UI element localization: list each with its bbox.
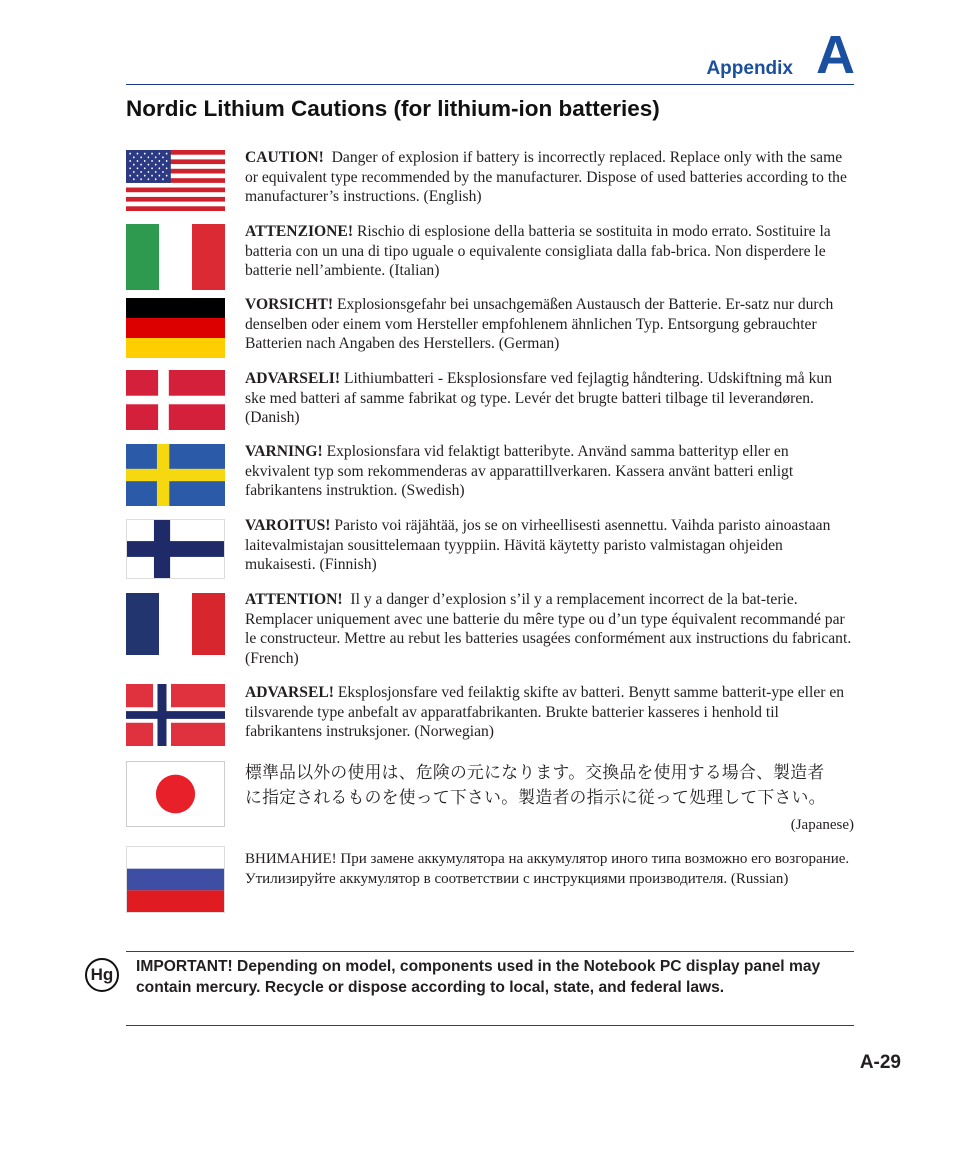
- caution-heading: ADVARSELI!: [245, 370, 341, 387]
- caution-heading: ADVARSEL!: [245, 684, 334, 701]
- caution-text: [245, 148, 854, 207]
- caution-swedish: [126, 443, 854, 505]
- important-rule-bottom: [126, 1025, 854, 1026]
- important-note: IMPORTANT! Depending on model, components used in the Notebook PC display panel may contain mercury. Recycle or dispose according to local, state, and federal laws.: [136, 958, 821, 996]
- caution-english: [126, 149, 854, 211]
- caution-heading: VORSICHT!: [245, 296, 334, 313]
- page-number: A-29: [859, 1052, 901, 1073]
- russia-flag-icon: [126, 846, 225, 913]
- caution-body: Explosionsgefahr bei unsachgemäßen Austausch der Batterie. Er-satz nur durch denselben oder einem vom Hersteller empfohlenem ähnlichen Typ. Entsorgung gebrauchter Batterien nach Angaben des Herstellers. (German): [245, 296, 834, 353]
- norway-flag-icon: [126, 684, 225, 746]
- italy-flag-icon: [126, 224, 225, 290]
- caution-danish: [126, 370, 854, 432]
- caution-text: [245, 850, 854, 889]
- appendix-label: Appendix: [706, 58, 793, 79]
- caution-body: Rischio di esplosione della batteria se sostituita in modo errato. Sostituire la batteria con un una di tipo uguale o equivalente consigliata dalla fab-brica. Non disperdere le batterie nell’ambiente. (Italian): [245, 223, 831, 280]
- caution-heading: ATTENTION!: [245, 591, 343, 608]
- caution-heading: CAUTION!: [245, 149, 324, 166]
- france-flag-icon: [126, 593, 225, 655]
- page-title: Nordic Lithium Cautions (for lithium-ion batteries): [126, 96, 660, 121]
- caution-french: [126, 591, 854, 671]
- japanese-line-2: に指定されるものを使って下さい。製造者の指示に従って処理して下さい。: [245, 788, 826, 807]
- caution-italian: [126, 223, 854, 285]
- caution-text: [245, 683, 854, 742]
- japanese-line-1: 標準品以外の使用は、危険の元になります。交換品を使用する場合、製造者: [245, 763, 825, 782]
- caution-body: Il y a danger d’explosion s’il y a remplacement incorrect de la bat-terie. Remplacer uniquement avec une batterie du mêre type ou d’un type équivalent recommandé par le constructeur. Mettre au rebut les batteries usagées conformément aux instructions du fabricant. (French): [245, 591, 852, 667]
- caution-german: [126, 296, 854, 358]
- caution-text: [245, 516, 854, 575]
- caution-body: Danger of explosion if battery is incorrectly replaced. Replace only with the same or equivalent type recommended by the manufacturer. Dispose of used batteries according to the manufacturer’s instructions. (English): [245, 149, 847, 206]
- caution-body: Paristo voi räjähtää, jos se on virheellisesti asennettu. Vaihda paristo ainoastaan laitevalmistajan sousittelemaan tyyppiin. Hävitä käytetty paristo valmistagan ohjeiden mukaisesti. (Finnish): [245, 517, 831, 574]
- japan-flag-icon: [126, 761, 225, 827]
- caution-text: [245, 369, 854, 428]
- caution-body: ВНИМАНИЕ! При замене аккумулятора на аккумулятор иного типа возможно его возгорание. Утилизируйте аккумулятор в соответствии с инструкциями производителя. (Russian): [245, 851, 850, 887]
- appendix-letter: A: [816, 25, 855, 85]
- caution-body: Eksplosjonsfare ved feilaktig skifte av batteri. Benytt samme batterit-ype eller en tilsvarende type anbefalt av apparatfabrikanten. Brukte batterier kasseres i henhold til fabrikantens instruksjoner. (Norwegian): [245, 684, 845, 741]
- germany-flag-icon: [126, 298, 225, 358]
- finland-flag-icon: [126, 519, 225, 579]
- caution-norwegian: [126, 684, 854, 746]
- caution-heading: VARNING!: [245, 443, 323, 460]
- caution-japanese: [126, 760, 854, 832]
- sweden-flag-icon: [126, 444, 225, 506]
- mercury-hg-icon: Hg: [85, 958, 119, 992]
- caution-finnish: [126, 517, 854, 579]
- usa-flag-icon: [126, 150, 225, 211]
- caution-body: Lithiumbatteri - Eksplosionsfare ved fejlagtig håndtering. Udskiftning må kun ske med batteri af samme fabrikat og type. Levér det brugte batteri tilbage til leverandøren. (Danish): [245, 370, 833, 427]
- caution-russian: [126, 846, 854, 914]
- caution-text: [245, 590, 854, 668]
- caution-text: [245, 760, 854, 836]
- header-rule: [126, 84, 854, 85]
- caution-text: [245, 222, 854, 281]
- caution-text: [245, 442, 854, 501]
- caution-text: [245, 295, 854, 354]
- denmark-flag-icon: [126, 370, 225, 430]
- caution-heading: ATTENZIONE!: [245, 223, 354, 240]
- important-rule-top: [126, 951, 854, 952]
- caution-heading: VAROITUS!: [245, 517, 331, 534]
- japanese-language-label: (Japanese): [790, 817, 854, 833]
- caution-body: Explosionsfara vid felaktigt batteribyte. Använd samma batterityp eller en ekvivalent typ som rekommenderas av apparattillverkaren. Kassera använt batteri enligt fabrikantens instruktion. (Swedish): [245, 443, 794, 500]
